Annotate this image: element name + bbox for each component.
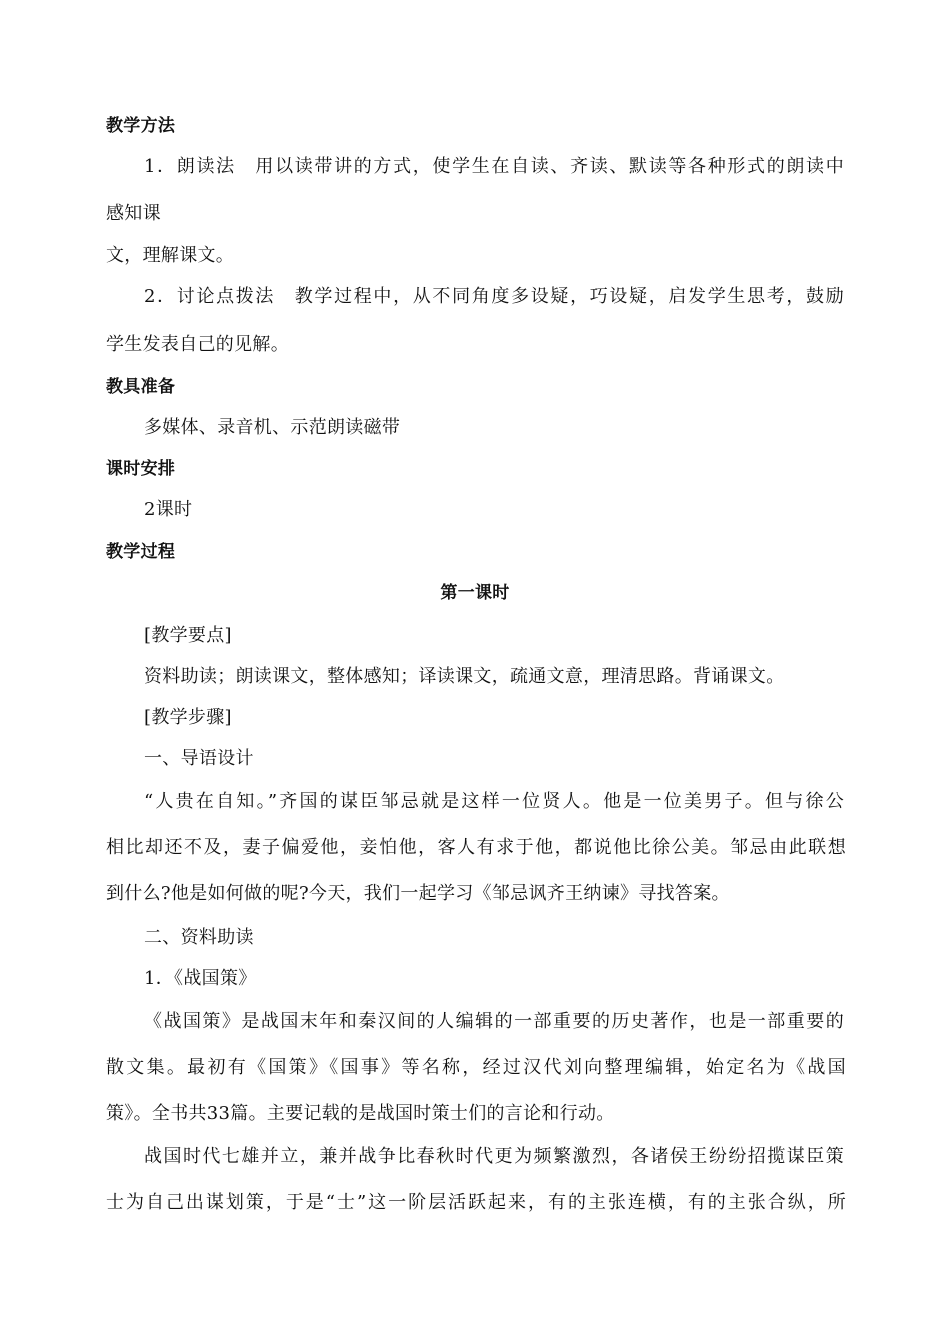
steps-label: [教学步骤] <box>144 707 232 728</box>
method-1-line-1: 1．朗读法 用以读带讲的方式，使学生在自读、齐读、默读等各种形式的朗读中 <box>144 156 844 177</box>
heading-class-schedule: 课时安排 <box>106 459 176 479</box>
key-points-label: [教学要点] <box>144 625 232 646</box>
reference-1-line-2: 散文集。最初有《国策》《国事》等名称，经过汉代刘向整理编辑，始定名为《战国 <box>106 1057 846 1078</box>
class-schedule-text: 2课时 <box>144 499 193 520</box>
reference-1-line-1: 《战国策》是战国末年和秦汉间的人编辑的一部重要的历史著作，也是一部重要的 <box>144 1011 844 1032</box>
method-2-line-2: 学生发表自己的见解。 <box>106 334 289 355</box>
reference-1-heading: 1．《战国策》 <box>144 968 257 989</box>
heading-teaching-tools: 教具准备 <box>106 377 176 397</box>
step-2-heading: 二、资料助读 <box>144 927 254 948</box>
key-points-text: 资料助读；朗读课文，整体感知；译读课文，疏通文意，理清思路。背诵课文。 <box>144 666 785 687</box>
heading-teaching-process: 教学过程 <box>106 542 176 562</box>
step-1-heading: 一、导语设计 <box>144 748 254 769</box>
method-1-line-3: 文，理解课文。 <box>106 245 235 266</box>
reference-1-line-5: 士为自己出谋划策，于是“士”这一阶层活跃起来，有的主张连横，有的主张合纵，所 <box>106 1192 846 1213</box>
method-1-line-2: 感知课 <box>106 203 161 224</box>
reference-1-line-4: 战国时代七雄并立，兼并战争比春秋时代更为频繁激烈，各诸侯王纷纷招揽谋臣策 <box>144 1146 844 1167</box>
method-2-line-1: 2．讨论点拨法 教学过程中，从不同角度多设疑，巧设疑，启发学生思考，鼓励 <box>144 286 844 307</box>
intro-line-2: 相比却还不及，妻子偏爱他，妾怕他，客人有求于他，都说他比徐公美。邹忌由此联想 <box>106 837 846 858</box>
lesson-title: 第一课时 <box>440 583 510 603</box>
heading-teaching-method: 教学方法 <box>106 116 176 136</box>
intro-line-3: 到什么?他是如何做的呢?今天，我们一起学习《邹忌讽齐王纳谏》寻找答案。 <box>106 883 730 904</box>
reference-1-line-3: 策》。全书共33篇。主要记载的是战国时策士们的言论和行动。 <box>106 1103 615 1124</box>
intro-line-1: “人贵在自知。”齐国的谋臣邹忌就是这样一位贤人。他是一位美男子。但与徐公 <box>144 791 844 812</box>
teaching-tools-text: 多媒体、录音机、示范朗读磁带 <box>144 417 401 438</box>
